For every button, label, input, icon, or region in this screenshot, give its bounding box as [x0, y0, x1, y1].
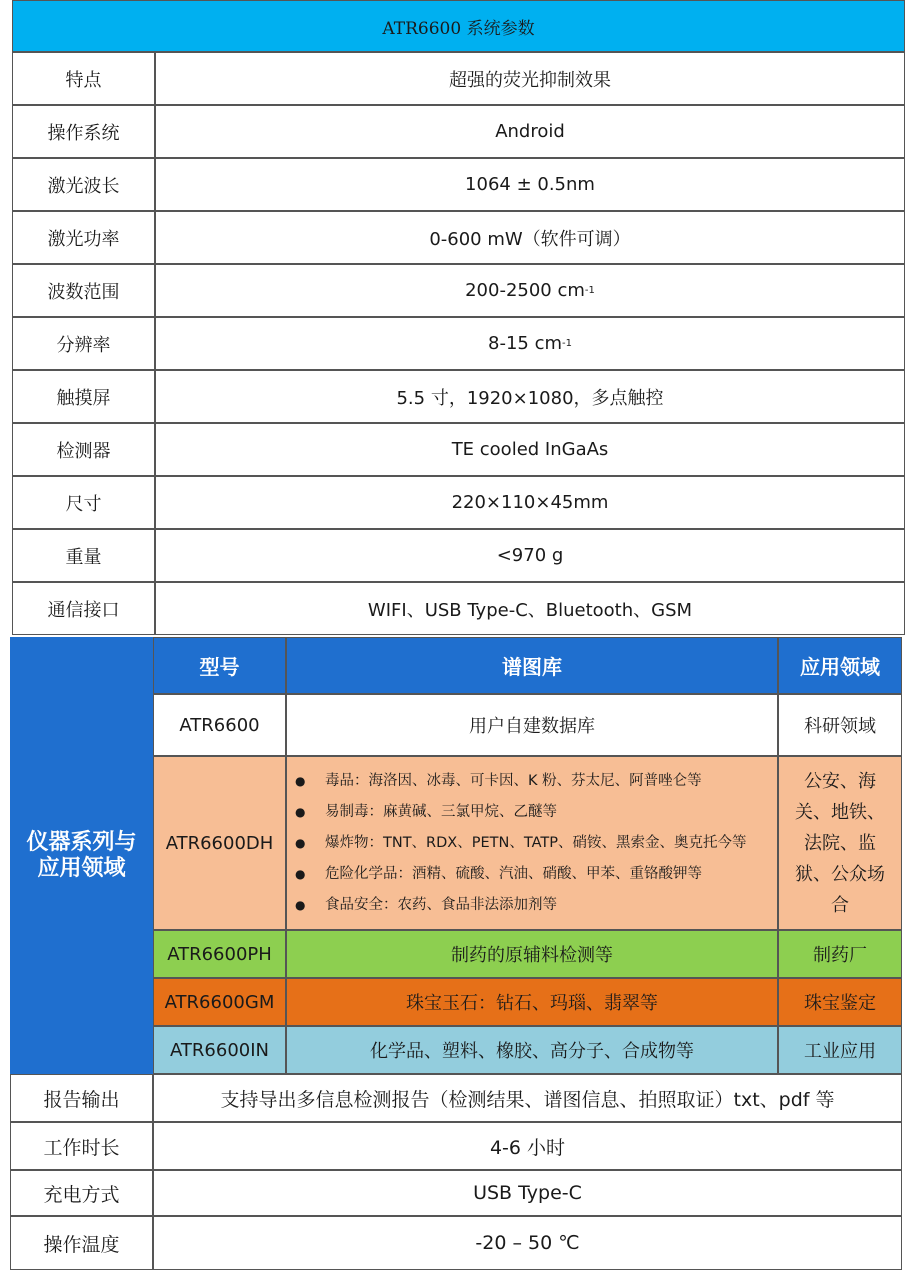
- library-cell: 化学品、塑料、橡胶、高分子、合成物等: [286, 1026, 778, 1074]
- library-cell: 珠宝玉石：钻石、玛瑙、翡翠等: [286, 978, 778, 1026]
- extra-label: 报告输出: [10, 1074, 153, 1122]
- field-cell: 工业应用: [778, 1026, 902, 1074]
- spec-value: [155, 317, 905, 370]
- spec-value-exponent: -1: [584, 285, 595, 296]
- spec-value-text: WIFI、USB Type-C、Bluetooth、GSM: [367, 599, 693, 621]
- model-cell: ATR6600IN: [153, 1026, 286, 1074]
- extra-value: 4-6 小时: [153, 1122, 902, 1170]
- spec-label: 分辨率: [12, 317, 155, 370]
- extra-label: 操作温度: [10, 1216, 153, 1270]
- extra-value: USB Type-C: [153, 1170, 902, 1216]
- library-list-cell: [286, 756, 778, 930]
- extra-label: 充电方式: [10, 1170, 153, 1216]
- spec-value-text: <970 g: [496, 545, 564, 566]
- model-cell: ATR6600DH: [153, 756, 286, 930]
- extra-value: -20 – 50 ℃: [153, 1216, 902, 1270]
- table-title: ATR6600 系统参数: [12, 0, 905, 52]
- spec-label: 触摸屏: [12, 370, 155, 423]
- spec-value-text: Android: [495, 121, 565, 142]
- spec-value: [155, 476, 905, 529]
- spec-value-text: 0-600 mW（软件可调）: [429, 228, 631, 250]
- list-item: ● 危险化学品：酒精、硫酸、汽油、硝酸、甲苯、重铬酸钾等: [287, 859, 746, 890]
- spec-value: [155, 582, 905, 635]
- spec-label: 重量: [12, 529, 155, 582]
- model-cell: ATR6600GM: [153, 978, 286, 1026]
- spec-value-text: 1064 ± 0.5nm: [465, 174, 595, 195]
- spec-value-text: 8-15 cm: [488, 333, 563, 354]
- series-side-label: 仪器系列与应用领域: [10, 637, 153, 1074]
- extra-value: 支持导出多信息检测报告（检测结果、谱图信息、拍照取证）txt、pdf 等: [153, 1074, 902, 1122]
- library-list: [287, 766, 746, 921]
- spec-label: 波数范围: [12, 264, 155, 317]
- header-model: 型号: [153, 637, 286, 694]
- spec-value-text: 超强的荧光抑制效果: [449, 69, 611, 91]
- list-item: ● 爆炸物：TNT、RDX、PETN、TATP、硝铵、黑索金、奥克托今等: [287, 828, 746, 859]
- model-cell: ATR6600: [153, 694, 286, 756]
- spec-value: [155, 52, 905, 105]
- library-cell: 制药的原辅料检测等: [286, 930, 778, 978]
- spec-value: [155, 423, 905, 476]
- spec-label: 操作系统: [12, 105, 155, 158]
- field-cell: 珠宝鉴定: [778, 978, 902, 1026]
- spec-value-text: 220×110×45mm: [451, 492, 609, 513]
- spec-value: [155, 264, 905, 317]
- spec-value-text: 200-2500 cm: [465, 280, 585, 301]
- spec-label: 特点: [12, 52, 155, 105]
- spec-label: 激光波长: [12, 158, 155, 211]
- header-field: 应用领域: [778, 637, 902, 694]
- spec-label: 检测器: [12, 423, 155, 476]
- list-item: ● 食品安全：农药、食品非法添加剂等: [287, 890, 746, 921]
- spec-label: 尺寸: [12, 476, 155, 529]
- field-cell: 科研领域: [778, 694, 902, 756]
- model-cell: ATR6600PH: [153, 930, 286, 978]
- spec-value: [155, 105, 905, 158]
- spec-value-text: 5.5 寸，1920×1080，多点触控: [396, 387, 664, 409]
- spec-value: [155, 158, 905, 211]
- spec-value-text: TE cooled InGaAs: [451, 439, 609, 460]
- header-library: 谱图库: [286, 637, 778, 694]
- spec-label: 通信接口: [12, 582, 155, 635]
- spec-label: 激光功率: [12, 211, 155, 264]
- spec-value: [155, 211, 905, 264]
- spec-value: [155, 529, 905, 582]
- spec-value: [155, 370, 905, 423]
- field-cell: 制药厂: [778, 930, 902, 978]
- list-item: ● 毒品：海洛因、冰毒、可卡因、K 粉、芬太尼、阿普唑仑等: [287, 766, 746, 797]
- list-item: ● 易制毒：麻黄碱、三氯甲烷、乙醚等: [287, 797, 746, 828]
- field-cell: 公安、海关、地铁、法院、监狱、公众场合: [778, 756, 902, 930]
- library-cell: 用户自建数据库: [286, 694, 778, 756]
- extra-label: 工作时长: [10, 1122, 153, 1170]
- spec-value-exponent: -1: [562, 338, 572, 349]
